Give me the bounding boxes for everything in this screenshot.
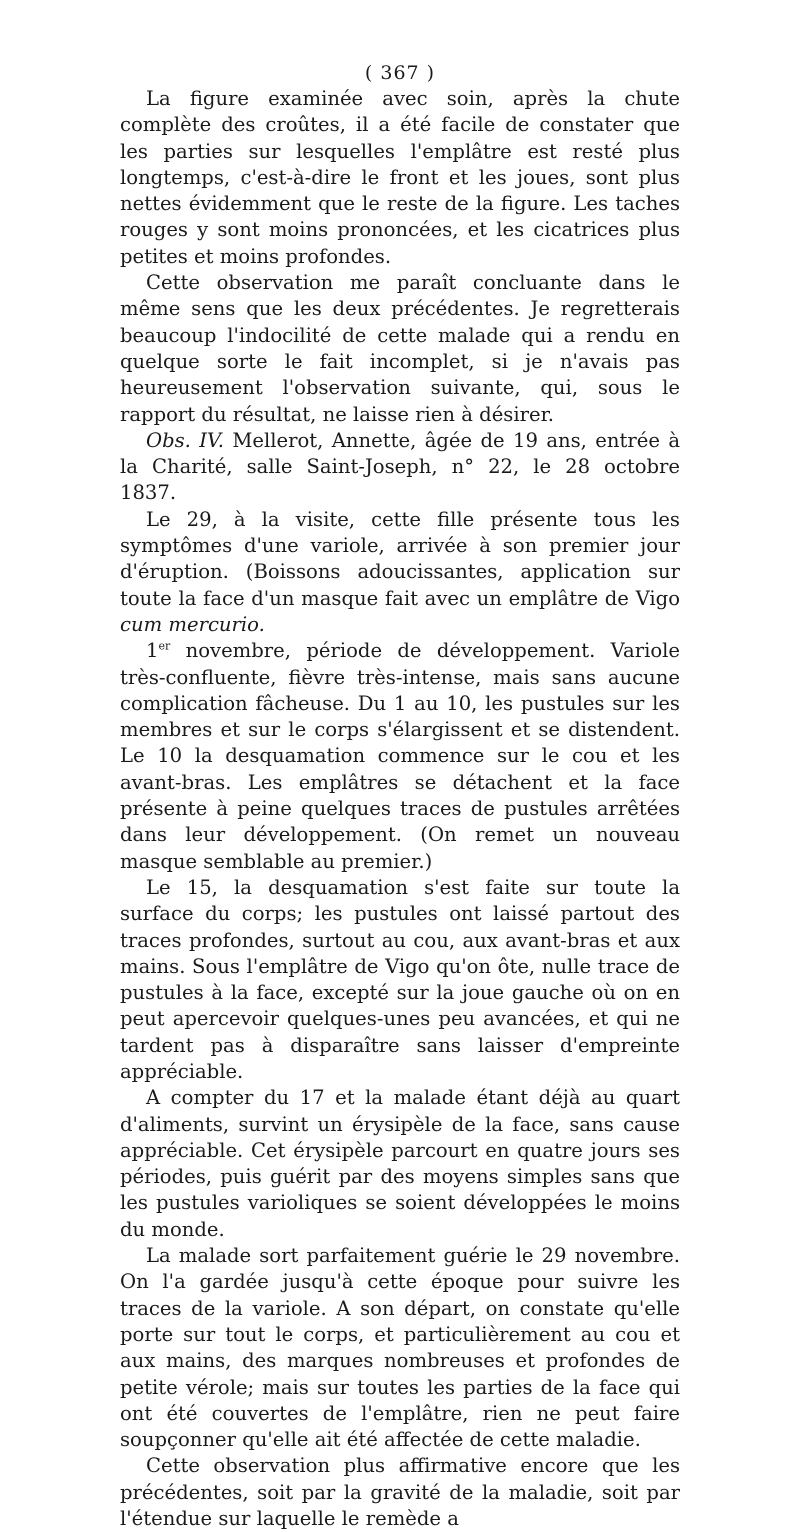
observation-label: Obs. IV.: [146, 428, 224, 452]
paragraph-5: [120, 638, 680, 875]
paragraph-2: Cette observation me paraît concluante dans le même sens que les deux précédentes. Je regretterais beaucoup l'indocilité de cette malade qui a rendu en quelque sorte le fait incomplet, si je n'avais pas heureusement l'observation suivante, qui, sous le rapport du résultat, ne laisse rien à désirer.: [120, 271, 680, 426]
page-number: ( 367 ): [364, 62, 436, 84]
paragraph-4-main: Le 29, à la visite, cette fille présente tous les symptômes d'une variole, arrivée à son premier jour d'éruption. (Boissons adoucissantes, application sur toute la face d'un masque fait avec un emplâtre de Vigo: [120, 507, 680, 610]
observation-patient-details: Mellerot, Annette, âgée de 19 ans, entrée à la Charité, salle Saint-Joseph, n° 22, le 28 octobre 1837.: [120, 428, 680, 505]
paragraph-observation-heading: [120, 428, 680, 507]
paragraph-6: Le 15, la desquamation s'est faite sur toute la surface du corps; les pustules ont laissé partout des traces profondes, surtout au cou, aux avant-bras et aux mains. Sous l'emplâtre de Vigo qu'on ôte, nulle trace de pustules à la face, excepté sur la joue gauche où on en peut apercevoir quelques-unes peu avancées, et qui ne tardent pas à disparaître sans laisser d'empreinte appréciable.: [120, 875, 680, 1083]
paragraph-9: Cette observation plus affirmative encore que les précédentes, soit par la gravité de la maladie, soit par l'étendue sur laquelle le remède a: [120, 1454, 680, 1531]
paragraph-4: [120, 507, 680, 638]
ordinal-suffix: er: [158, 639, 171, 653]
paragraph-8: La malade sort parfaitement guérie le 29 novembre. On l'a gardée jusqu'à cette époque pour suivre les traces de la variole. A son départ, on constate qu'elle porte sur tout le corps, et particulièrement au cou et aux mains, des marques nombreuses et profondes de petite vérole; mais sur toutes les parties de la face qui ont été couvertes de l'emplâtre, rien ne peut faire soupçonner qu'elle ait été affectée de cette maladie.: [120, 1244, 680, 1452]
paragraph-5-text: novembre, période de développement. Variole très-confluente, fièvre très-intense, mais sans aucune complication fâcheuse. Du 1 au 10, les pustules sur les membres et sur le corps s'élargissent et se distendent. Le 10 la desquamation commence sur le cou et les avant-bras. Les emplâtres se détachent et la face présente à peine quelques traces de pustules arrêtées dans leur développement. (On remet un nouveau masque semblable au premier.): [120, 639, 680, 873]
paragraph-7: A compter du 17 et la malade étant déjà au quart d'aliments, survint un érysipèle de la face, sans cause appréciable. Cet érysipèle parcourt en quatre jours ses périodes, puis guérit par des moyens simples sans que les pustules varioliques se soient développées le moins du monde.: [120, 1086, 680, 1241]
paragraph-1: La figure examinée avec soin, après la chute complète des croûtes, il a été facile de constater que les parties sur lesquelles l'emplâtre est resté plus longtemps, c'est-à-dire le front et les joues, sont plus nettes évidemment que le reste de la figure. Les taches rouges y sont moins prononcées, et les cicatrices plus petites et moins profondes.: [120, 87, 680, 268]
body-text: [120, 86, 680, 1532]
date-number: 1: [146, 639, 159, 663]
latin-phrase: cum mercurio.: [120, 612, 265, 636]
